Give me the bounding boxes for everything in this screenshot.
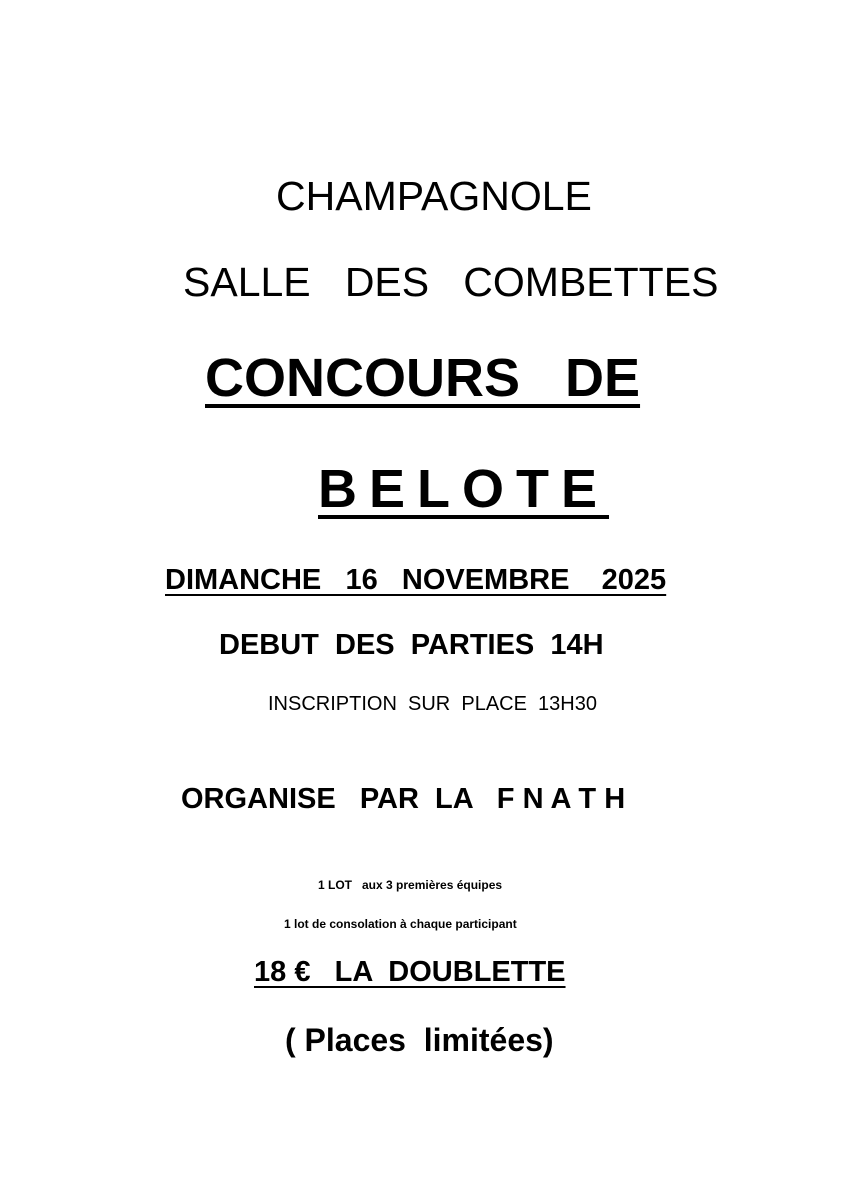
venue-name: SALLE DES COMBETTES: [183, 259, 719, 305]
price: 18 € LA DOUBLETTE: [254, 956, 566, 988]
places-note: ( Places limitées): [285, 1022, 554, 1058]
prize-top: 1 LOT aux 3 premières équipes: [318, 878, 503, 892]
prize-consolation: 1 lot de consolation à chaque participant: [284, 917, 517, 931]
event-date: DIMANCHE 16 NOVEMBRE 2025: [165, 564, 667, 596]
organizer: ORGANISE PAR LA F N A T H: [181, 783, 626, 815]
town-name: CHAMPAGNOLE: [276, 173, 592, 219]
title-line-2: BELOTE: [318, 459, 610, 519]
registration-info: INSCRIPTION SUR PLACE 13H30: [268, 693, 597, 715]
start-time: DEBUT DES PARTIES 14H: [219, 629, 604, 661]
title-line-1: CONCOURS DE: [205, 348, 641, 408]
